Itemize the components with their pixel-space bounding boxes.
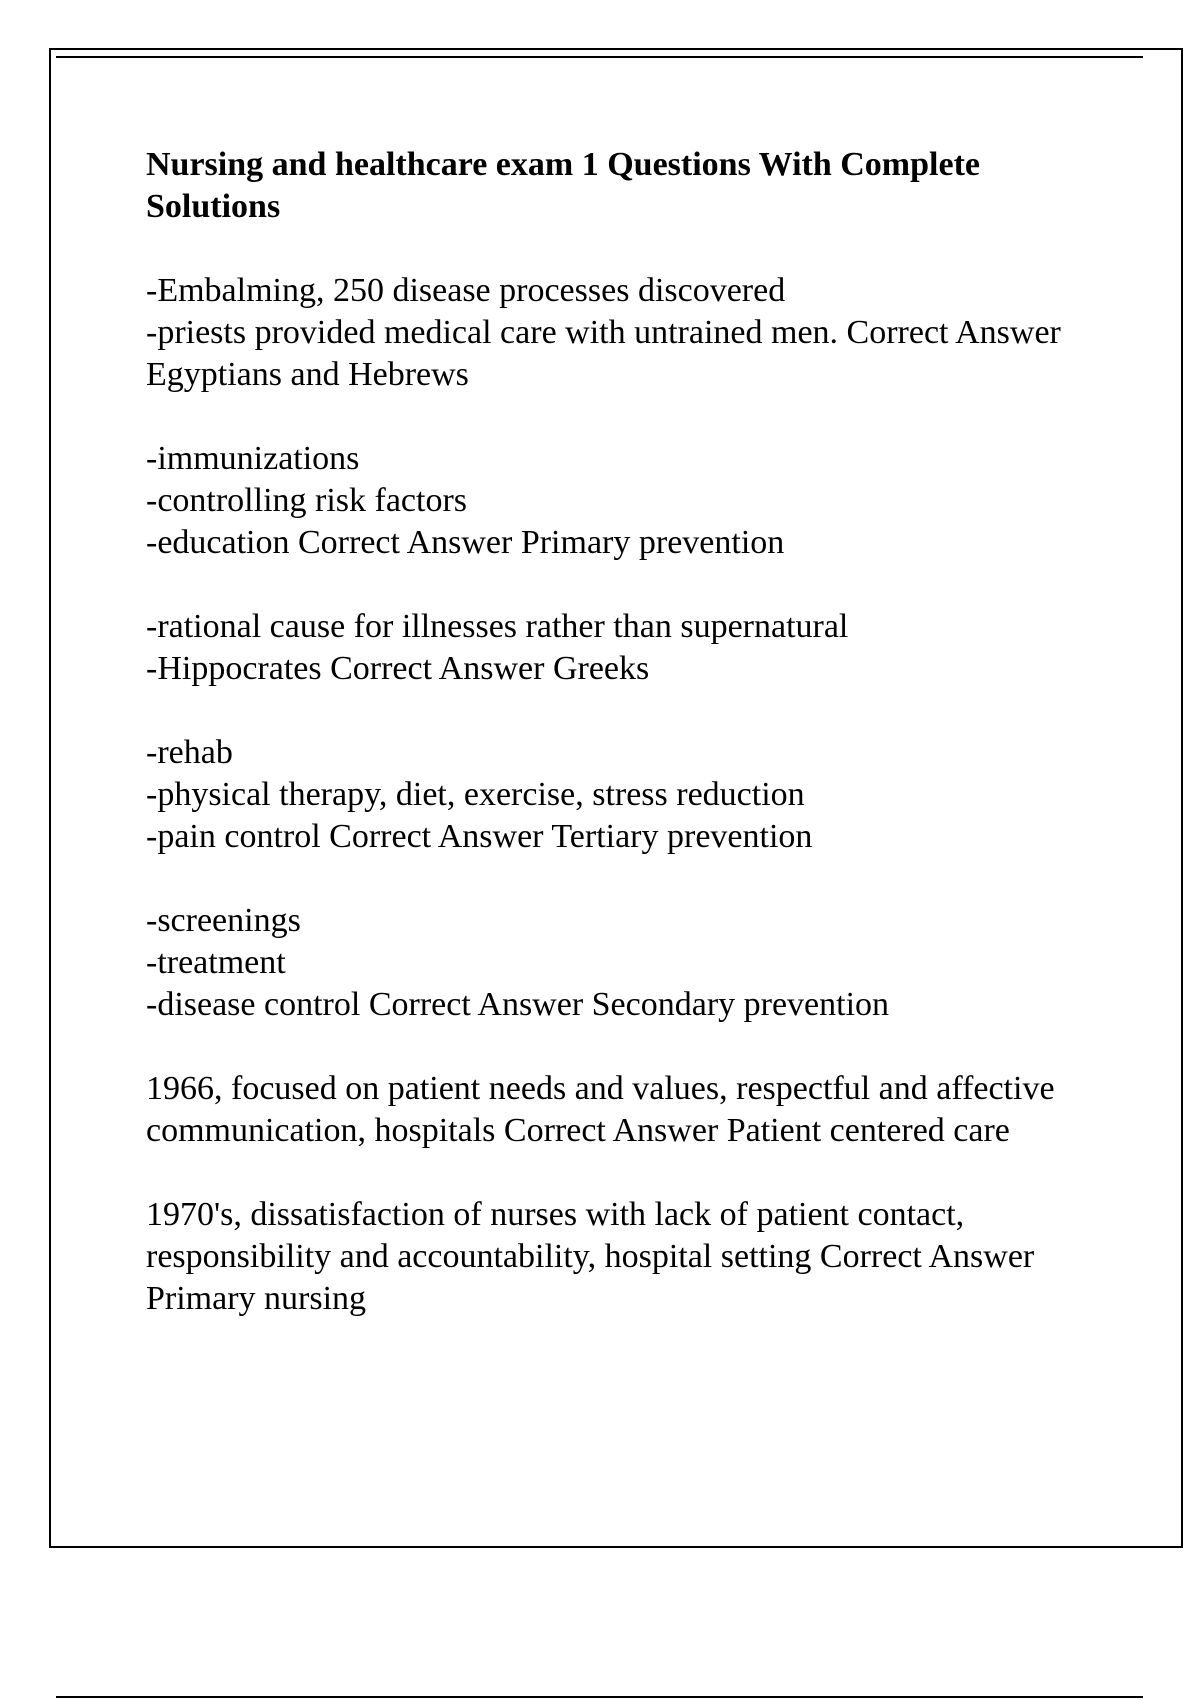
question-line: [146, 1194, 1066, 1320]
question-text: -physical therapy, diet, exercise, stress reduction: [146, 776, 805, 813]
question-text: -priests provided medical care with untrained men.: [146, 314, 839, 351]
question-line: [146, 900, 1066, 942]
question-line: [146, 312, 1066, 396]
document-title: Nursing and healthcare exam 1 Questions With Complete Solutions: [146, 146, 980, 225]
qa-list: [146, 270, 1066, 1320]
correct-answer-label: Correct Answer: [330, 650, 545, 687]
correct-answer-label: Correct Answer: [298, 524, 513, 561]
question-line: [146, 438, 1066, 480]
correct-answer-label: Correct Answer: [846, 314, 1061, 351]
answer-text: Greeks: [552, 650, 650, 687]
question-text: -Hippocrates: [146, 650, 322, 687]
question-text: -Embalming, 250 disease processes discovered: [146, 272, 786, 309]
correct-answer-label: Correct Answer: [503, 1112, 719, 1149]
question-text: -pain control: [146, 818, 321, 855]
question-line: [146, 1068, 1066, 1152]
question-line: [146, 270, 1066, 312]
question-line: [146, 984, 1066, 1026]
qa-item: [146, 270, 1066, 396]
question-line: [146, 522, 1066, 564]
qa-item: [146, 438, 1066, 564]
question-text: -treatment: [146, 944, 286, 981]
document-content: [146, 144, 1066, 1362]
question-line: [146, 480, 1066, 522]
correct-answer-label: Correct Answer: [329, 818, 544, 855]
correct-answer-label: Correct Answer: [819, 1238, 1035, 1275]
answer-text: Secondary prevention: [591, 986, 890, 1023]
answer-text: Tertiary prevention: [551, 818, 813, 855]
bottom-rule: [56, 1696, 1143, 1698]
answer-text: Primary nursing: [146, 1280, 367, 1317]
answer-text: Patient centered care: [726, 1112, 1010, 1149]
question-line: [146, 648, 1066, 690]
question-text: -education: [146, 524, 290, 561]
question-line: [146, 942, 1066, 984]
qa-item: [146, 900, 1066, 1026]
qa-item: [146, 1068, 1066, 1152]
question-text: -immunizations: [146, 440, 360, 477]
top-rule: [56, 56, 1143, 58]
question-line: [146, 732, 1066, 774]
question-text: 1966, focused on patient needs and values, respectful and affective communication, hospitals: [146, 1070, 1064, 1149]
question-text: 1970's, dissatisfaction of nurses with lack of patient contact, responsibility and accountability, hospital setting: [146, 1196, 973, 1275]
question-line: [146, 774, 1066, 816]
answer-text: Egyptians and Hebrews: [146, 356, 469, 393]
question-text: -screenings: [146, 902, 301, 939]
question-line: [146, 816, 1066, 858]
question-text: -controlling risk factors: [146, 482, 468, 519]
question-text: -rational cause for illnesses rather than supernatural: [146, 608, 849, 645]
answer-text: Primary prevention: [520, 524, 785, 561]
question-text: -rehab: [146, 734, 233, 771]
correct-answer-label: Correct Answer: [368, 986, 584, 1023]
qa-item: [146, 1194, 1066, 1320]
qa-item: [146, 732, 1066, 858]
question-line: [146, 606, 1066, 648]
question-text: -disease control: [146, 986, 361, 1023]
qa-item: [146, 606, 1066, 690]
